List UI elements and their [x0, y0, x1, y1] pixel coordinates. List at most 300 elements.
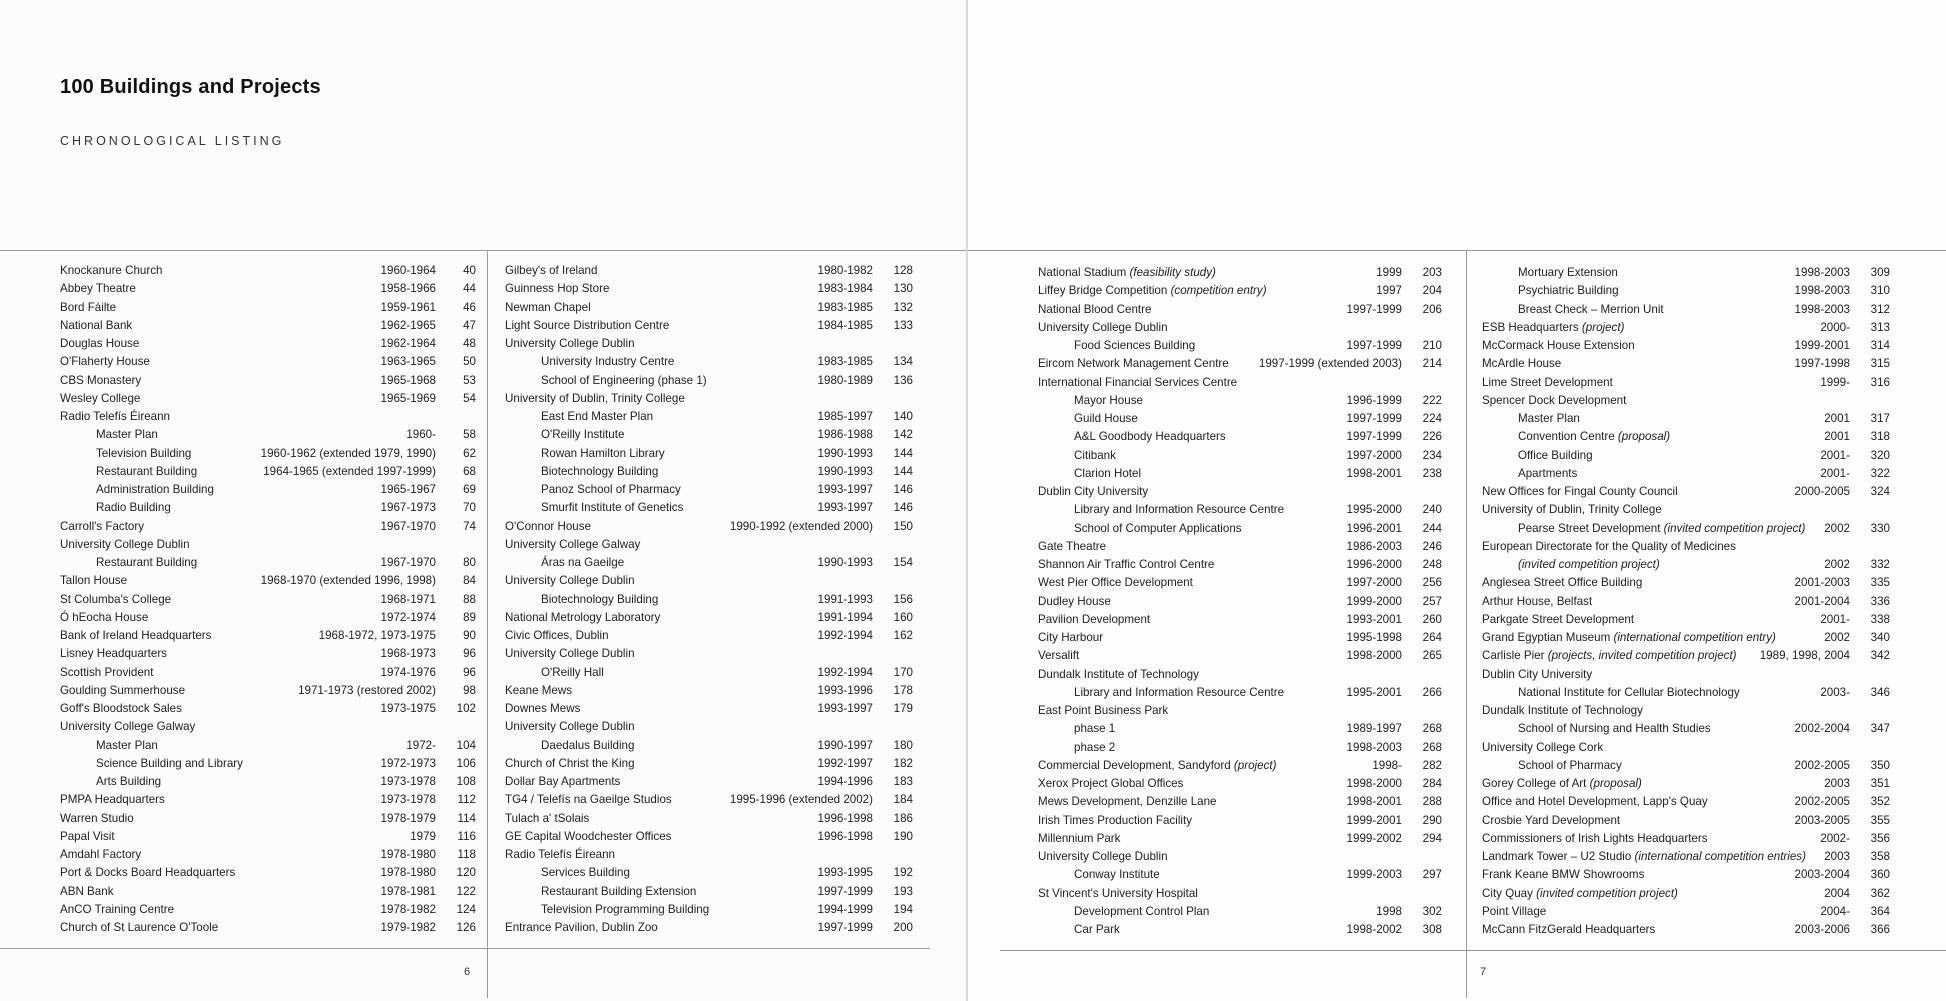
- left-bottom-rule: [0, 948, 930, 949]
- entry-years: 2001-2004: [1794, 594, 1850, 608]
- entry-name: [1074, 866, 1160, 884]
- entry-years: 2002-: [1820, 831, 1850, 845]
- entry-title: O'Connor House: [505, 519, 591, 533]
- entry-page-number: 193: [893, 884, 913, 898]
- entry-page-number: 62: [463, 446, 476, 460]
- listing-entry: [60, 664, 476, 682]
- entry-name: [60, 317, 132, 335]
- entry-page-number: 89: [463, 610, 476, 624]
- entry-years: 2003: [1824, 850, 1850, 863]
- listing-entry: [1038, 812, 1442, 830]
- entry-name: [1038, 282, 1267, 300]
- listing-group-heading: [1038, 848, 1442, 866]
- entry-years: 1965-1969: [380, 391, 436, 405]
- entry-years: 1978-1980: [380, 848, 436, 861]
- entry-title: ABN Bank: [60, 884, 114, 898]
- entry-note: (invited competition project): [1663, 521, 1806, 535]
- entry-years: 1968-1973: [380, 647, 436, 661]
- entry-page-number: 178: [893, 683, 913, 697]
- entry-title: Entrance Pavilion, Dublin Zoo: [505, 921, 658, 934]
- entry-name: [60, 828, 115, 846]
- entry-years: 1972-1974: [380, 610, 436, 624]
- entry-title: Warren Studio: [60, 811, 134, 825]
- entry-name: [541, 499, 683, 517]
- entry-title: Rowan Hamilton Library: [541, 446, 665, 460]
- entry-title: Dundalk Institute of Technology: [1482, 704, 1643, 717]
- entry-name: [1038, 757, 1276, 775]
- entry-title: University College Dublin: [1038, 850, 1168, 863]
- listing-entry: [1482, 793, 1890, 811]
- entry-name: [541, 408, 653, 426]
- entry-page-number: 146: [893, 501, 913, 515]
- entry-page-number: 98: [463, 683, 476, 697]
- entry-title: Lisney Headquarters: [60, 647, 167, 661]
- entry-name: [541, 463, 658, 481]
- entry-page-number: 246: [1422, 539, 1442, 553]
- entry-page-number: 206: [1422, 302, 1442, 316]
- listing-group-heading: [505, 536, 913, 554]
- entry-page-number: 106: [456, 756, 476, 770]
- listing-group-heading: [505, 645, 913, 663]
- entry-name: [1482, 739, 1603, 757]
- entry-years: 2002-2004: [1794, 722, 1850, 736]
- entry-page-number: 182: [893, 756, 913, 770]
- entry-page-number: 47: [463, 318, 476, 332]
- entry-title: Smurfit Institute of Genetics: [541, 501, 684, 515]
- entry-years: 1986-1988: [817, 428, 873, 442]
- listing-entry: [1482, 866, 1890, 884]
- entry-page-number: 154: [893, 556, 913, 569]
- listing-entry: [1482, 830, 1890, 848]
- listing-entry: [60, 737, 476, 755]
- entry-years: 1997-2000: [1346, 448, 1402, 462]
- entry-name: [1518, 757, 1622, 775]
- listing-group-heading: [1482, 666, 1890, 684]
- entry-name: [505, 572, 635, 590]
- listing-entry: [1482, 556, 1890, 574]
- entry-years: 1998-2003: [1794, 266, 1850, 279]
- entry-title: PMPA Headquarters: [60, 793, 165, 807]
- entry-name: [1074, 337, 1195, 355]
- listing-entry: [1038, 793, 1442, 811]
- entry-name: [541, 426, 624, 444]
- listing-entry: [1038, 428, 1442, 446]
- entry-years: 1960-1964: [380, 264, 436, 277]
- entry-page-number: 340: [1870, 631, 1890, 644]
- entry-title: O'Flaherty House: [60, 355, 150, 369]
- entry-title: CBS Monastery: [60, 373, 142, 387]
- entry-title: University College Dublin: [505, 337, 635, 350]
- listing-entry: [1038, 282, 1442, 300]
- listing-entry: [1482, 812, 1890, 830]
- listing-entry: [60, 280, 476, 298]
- entry-page-number: 294: [1422, 831, 1442, 845]
- entry-years: 1968-1972, 1973-1975: [318, 629, 436, 642]
- entry-name: [1038, 666, 1199, 684]
- entry-years: 2002-2005: [1794, 795, 1850, 809]
- entry-title: Dudley House: [1038, 594, 1111, 608]
- entry-name: [1038, 483, 1148, 501]
- entry-title: Keane Mews: [505, 683, 573, 697]
- listing-group-heading: [1038, 885, 1442, 903]
- entry-page-number: 284: [1422, 777, 1442, 790]
- entry-title: Science Building and Library: [96, 756, 243, 770]
- listing-entry: [1038, 410, 1442, 428]
- entry-title: O'Reilly Hall: [541, 665, 604, 679]
- entry-page-number: 80: [463, 556, 476, 569]
- listing-entry: [1038, 775, 1442, 793]
- listing-entry: [1482, 647, 1890, 665]
- listing-entry: [1482, 885, 1890, 903]
- listing-entry: [505, 499, 913, 517]
- entry-page-number: 40: [463, 264, 476, 277]
- entry-title: Goff's Bloodstock Sales: [60, 702, 182, 715]
- listing-entry: [505, 317, 913, 335]
- entry-years: 1965-1968: [380, 373, 436, 387]
- entry-years: 1989, 1998, 2004: [1759, 649, 1850, 663]
- entry-page-number: 140: [893, 410, 913, 423]
- entry-title: Scottish Provident: [60, 665, 154, 679]
- entry-name: [96, 737, 158, 755]
- entry-title: McArdle House: [1482, 357, 1562, 371]
- entry-name: [1038, 848, 1168, 866]
- entry-years: 1971-1973 (restored 2002): [298, 683, 436, 697]
- entry-years: 1993-1997: [817, 702, 873, 715]
- listing-entry: [505, 773, 913, 791]
- listing-entry: [505, 864, 913, 882]
- entry-page-number: 70: [463, 501, 476, 515]
- entry-name: [1038, 830, 1120, 848]
- listing-entry: [1038, 757, 1442, 775]
- entry-title: Psychiatric Building: [1518, 284, 1619, 298]
- entry-years: 1967-1970: [380, 556, 436, 569]
- entry-name: [96, 481, 214, 499]
- entry-page-number: 203: [1422, 266, 1442, 279]
- entry-years: 2001: [1824, 430, 1850, 444]
- listing-entry: [1482, 465, 1890, 483]
- entry-title: New Offices for Fingal County Council: [1482, 485, 1678, 498]
- entry-page-number: 116: [457, 829, 476, 843]
- entry-name: [505, 280, 609, 298]
- listing-entry: [505, 280, 913, 298]
- entry-years: 1983-1984: [817, 282, 873, 296]
- entry-name: [1482, 793, 1708, 811]
- entry-years: 1978-1980: [380, 866, 436, 880]
- entry-page-number: 342: [1870, 649, 1890, 663]
- listing-entry: [505, 682, 913, 700]
- entry-page-number: 265: [1422, 649, 1442, 663]
- entry-title: Mews Development, Denzille Lane: [1038, 795, 1217, 809]
- listing-entry: [60, 353, 476, 371]
- entry-title: Tulach a' tSolais: [505, 811, 590, 825]
- listing-entry: [60, 883, 476, 901]
- entry-years: 1979: [410, 829, 436, 843]
- entry-years: 1958-1966: [380, 282, 436, 296]
- entry-title: AnCO Training Centre: [60, 902, 175, 916]
- entry-name: [1482, 593, 1592, 611]
- entry-name: [1074, 520, 1242, 538]
- listing-entry: [1482, 410, 1890, 428]
- entry-name: [60, 864, 235, 882]
- entry-title: Restaurant Building Extension: [541, 884, 697, 898]
- entry-title: Guild House: [1074, 412, 1138, 425]
- entry-title: Office and Hotel Development, Lapp's Quay: [1482, 795, 1708, 809]
- entry-name: [505, 791, 672, 809]
- entry-title: Versalift: [1038, 649, 1080, 663]
- entry-title: Point Village: [1482, 904, 1547, 918]
- entry-title: Knockanure Church: [60, 264, 163, 277]
- entry-title: Church of St Laurence O'Toole: [60, 921, 219, 934]
- entry-title: West Pier Office Development: [1038, 576, 1193, 590]
- entry-note: (invited competition project): [1518, 558, 1660, 571]
- listing-entry: [1038, 574, 1442, 592]
- entry-years: 2001-: [1820, 612, 1850, 626]
- listing-entry: [1038, 611, 1442, 629]
- entry-years: 1962-1964: [380, 337, 436, 350]
- entry-title: National Blood Centre: [1038, 302, 1152, 316]
- listing-column-2: [505, 262, 913, 937]
- entry-years: 1999-2001: [1346, 813, 1402, 827]
- entry-title: Television Programming Building: [541, 902, 710, 916]
- entry-page-number: 46: [463, 300, 476, 314]
- entry-title: Radio Building: [96, 501, 171, 515]
- entry-title: St Columba's College: [60, 592, 172, 606]
- entry-years: 1983-1985: [817, 355, 873, 369]
- listing-entry: [1038, 337, 1442, 355]
- entry-page-number: 282: [1422, 758, 1442, 772]
- entry-page-number: 194: [893, 902, 913, 916]
- right-bottom-rule: [1000, 950, 1946, 951]
- entry-name: [1482, 903, 1546, 921]
- entry-title: Restaurant Building: [96, 464, 198, 478]
- entry-years: 1998-2001: [1346, 795, 1402, 809]
- entry-name: [60, 353, 150, 371]
- entry-title: Abbey Theatre: [60, 282, 136, 296]
- entry-name: [1482, 374, 1613, 392]
- entry-page-number: 210: [1422, 339, 1442, 352]
- listing-entry: [1482, 611, 1890, 629]
- listing-entry: [1038, 301, 1442, 319]
- entry-title: Master Plan: [96, 428, 158, 442]
- entry-name: [1482, 574, 1642, 592]
- entry-page-number: 96: [463, 647, 476, 661]
- page-number-right: 7: [1480, 966, 1487, 978]
- entry-years: 2000-: [1820, 320, 1850, 334]
- entry-page-number: 124: [456, 902, 476, 916]
- entry-name: [541, 372, 707, 390]
- listing-entry: [1482, 483, 1890, 501]
- listing-entry: [505, 408, 913, 426]
- entry-years: 1984-1985: [817, 318, 873, 332]
- entry-years: 1972-: [406, 738, 436, 752]
- entry-name: [1482, 666, 1592, 684]
- entry-years: 1990-1997: [817, 738, 873, 752]
- entry-name: [96, 445, 191, 463]
- listing-entry: [60, 372, 476, 390]
- entry-name: [60, 518, 144, 536]
- entry-years: 1991-1993: [817, 592, 873, 606]
- listing-entry: [1038, 520, 1442, 538]
- entry-page-number: 156: [893, 592, 913, 606]
- page-number-left: 6: [464, 966, 471, 978]
- listing-entry: [505, 518, 913, 536]
- listing-entry: [1038, 629, 1442, 647]
- entry-title: Arts Building: [96, 775, 162, 788]
- listing-entry: [1038, 684, 1442, 702]
- entry-page-number: 268: [1422, 740, 1442, 754]
- entry-years: 1998-2000: [1346, 777, 1402, 790]
- listing-entry: [60, 518, 476, 536]
- entry-page-number: 190: [893, 829, 913, 843]
- entry-title: Daedalus Building: [541, 738, 635, 752]
- entry-title: International Financial Services Centre: [1038, 375, 1238, 389]
- entry-title: Radio Telefís Éireann: [505, 848, 615, 861]
- entry-title: Spencer Dock Development: [1482, 393, 1627, 407]
- entry-page-number: 160: [893, 610, 913, 624]
- entry-years: 1997-1999: [817, 884, 873, 898]
- entry-title: Apartments: [1518, 466, 1578, 480]
- entry-title: Commercial Development, Sandyford: [1038, 758, 1231, 772]
- listing-entry: [505, 445, 913, 463]
- entry-years: 1998-2000: [1346, 649, 1402, 663]
- page-title: 100 Buildings and Projects: [60, 76, 321, 98]
- entry-name: [505, 755, 635, 773]
- listing-group-heading: [505, 390, 913, 408]
- entry-name: [1482, 629, 1776, 647]
- entry-title: University of Dublin, Trinity College: [1482, 503, 1662, 517]
- entry-name: [505, 335, 635, 353]
- entry-note: (feasibility study): [1129, 266, 1216, 279]
- entry-page-number: 266: [1422, 685, 1442, 699]
- entry-name: [1074, 684, 1284, 702]
- listing-entry: [505, 481, 913, 499]
- entry-page-number: 302: [1422, 904, 1442, 918]
- entry-name: [1482, 866, 1644, 884]
- listing-entry: [60, 609, 476, 627]
- entry-title: Gate Theatre: [1038, 539, 1107, 553]
- listing-entry: [60, 554, 476, 572]
- entry-page-number: 204: [1422, 284, 1442, 298]
- listing-entry: [1482, 593, 1890, 611]
- entry-years: 1983-1985: [817, 300, 873, 314]
- entry-name: [60, 664, 153, 682]
- entry-years: 1998-: [1372, 758, 1402, 772]
- entry-page-number: 324: [1870, 485, 1890, 498]
- listing-entry: [60, 426, 476, 444]
- entry-name: [1074, 921, 1120, 939]
- entry-title: Shannon Air Traffic Control Centre: [1038, 558, 1215, 571]
- listing-entry: [1482, 684, 1890, 702]
- listing-entry: [505, 463, 913, 481]
- entry-name: [1482, 337, 1635, 355]
- entry-title: National Bank: [60, 318, 133, 332]
- entry-title: School of Pharmacy: [1518, 758, 1622, 772]
- entry-name: [1038, 775, 1183, 793]
- entry-page-number: 58: [463, 428, 476, 442]
- entry-years: 1997-1999 (extended 2003): [1258, 357, 1402, 371]
- entry-years: 1974-1976: [380, 665, 436, 679]
- listing-entry: [1482, 775, 1890, 793]
- entry-years: 1978-1979: [380, 811, 436, 825]
- entry-years: 1999-2002: [1346, 831, 1402, 845]
- listing-group-heading: [505, 572, 913, 590]
- entry-page-number: 134: [893, 355, 913, 369]
- entry-page-number: 288: [1422, 795, 1442, 809]
- entry-name: [1518, 684, 1740, 702]
- entry-title: Dollar Bay Apartments: [505, 775, 621, 788]
- entry-title: Carlisle Pier: [1482, 649, 1545, 663]
- entry-page-number: 356: [1870, 831, 1890, 845]
- entry-page-number: 136: [893, 373, 913, 387]
- entry-page-number: 256: [1422, 576, 1442, 590]
- entry-name: [1038, 574, 1193, 592]
- entry-title: O'Reilly Institute: [541, 428, 625, 442]
- entry-name: [1518, 282, 1619, 300]
- entry-name: [1074, 720, 1115, 738]
- listing-group-heading: [60, 536, 476, 554]
- listing-entry: [1038, 538, 1442, 556]
- listing-entry: [505, 919, 913, 937]
- listing-column-1: [60, 262, 476, 937]
- entry-page-number: 126: [456, 921, 476, 934]
- entry-title: Gilbey's of Ireland: [505, 264, 598, 277]
- entry-title: Eircom Network Management Centre: [1038, 357, 1229, 371]
- entry-page-number: 53: [463, 373, 476, 387]
- entry-name: [1518, 520, 1805, 538]
- entry-years: 1998-2001: [1346, 466, 1402, 480]
- entry-title: Car Park: [1074, 923, 1120, 936]
- entry-page-number: 183: [893, 775, 913, 788]
- entry-name: [60, 536, 190, 554]
- entry-name: [1074, 392, 1143, 410]
- listing-group-heading: [1038, 374, 1442, 392]
- entry-page-number: 118: [457, 848, 476, 861]
- listing-entry: [505, 627, 913, 645]
- book-spine: [966, 0, 968, 1001]
- listing-entry: [1482, 374, 1890, 392]
- entry-years: 1995-1998: [1346, 631, 1402, 644]
- entry-years: 1967-1973: [380, 501, 436, 515]
- entry-years: 1964-1965 (extended 1997-1999): [263, 464, 436, 478]
- entry-years: 1996-2000: [1346, 558, 1402, 571]
- entry-years: 1968-1970 (extended 1996, 1998): [260, 574, 436, 588]
- entry-name: [60, 700, 182, 718]
- listing-entry: [60, 828, 476, 846]
- listing-entry: [60, 700, 476, 718]
- entry-page-number: 366: [1870, 923, 1890, 936]
- entry-page-number: 108: [456, 775, 476, 788]
- entry-name: [1518, 447, 1593, 465]
- listing-entry: [1038, 501, 1442, 519]
- entry-page-number: 290: [1422, 813, 1442, 827]
- entry-page-number: 144: [893, 464, 913, 478]
- entry-title: National Institute for Cellular Biotechnology: [1518, 685, 1740, 699]
- listing-entry: [1038, 392, 1442, 410]
- entry-page-number: 260: [1422, 612, 1442, 626]
- entry-page-number: 184: [893, 793, 913, 807]
- entry-name: [60, 645, 167, 663]
- entry-title: Port & Docks Board Headquarters: [60, 866, 236, 880]
- listing-entry: [505, 372, 913, 390]
- entry-page-number: 316: [1870, 375, 1890, 389]
- entry-years: 1994-1996: [817, 775, 873, 788]
- entry-years: 2001-: [1820, 466, 1850, 480]
- entry-name: [96, 463, 197, 481]
- entry-title: Wesley College: [60, 391, 141, 405]
- entry-name: [1038, 264, 1216, 282]
- listing-entry: [505, 591, 913, 609]
- entry-name: [1038, 374, 1237, 392]
